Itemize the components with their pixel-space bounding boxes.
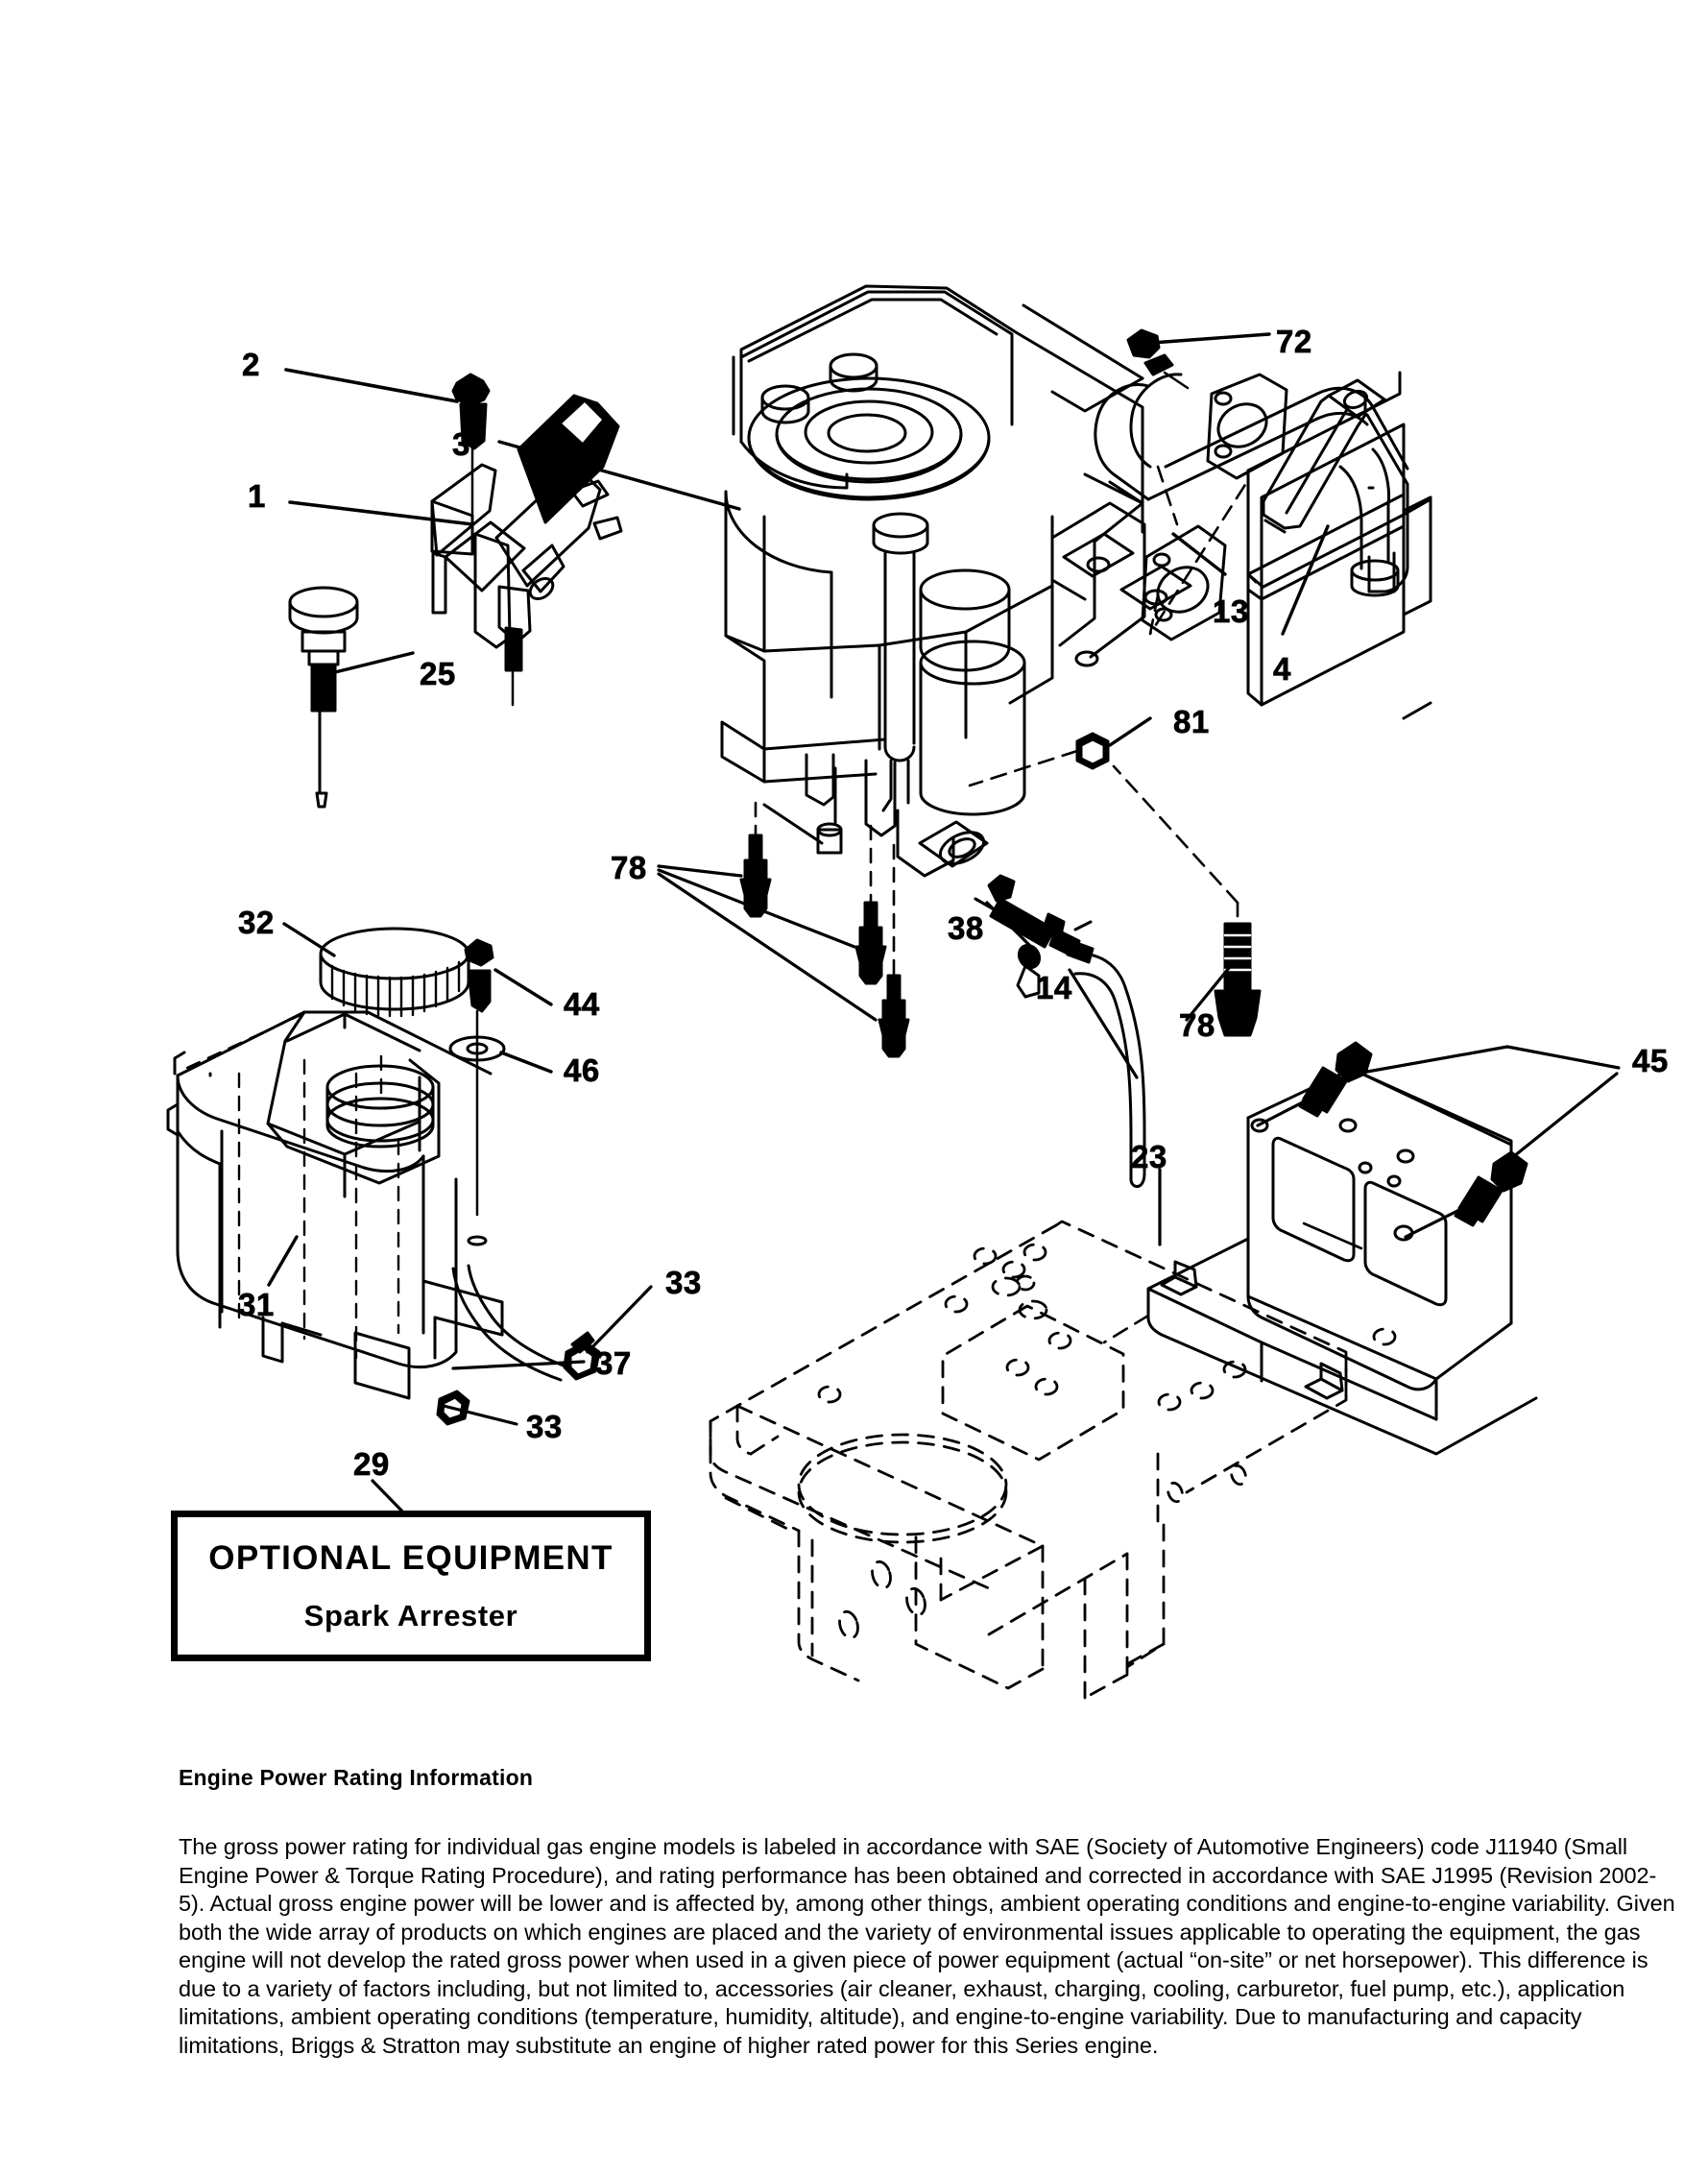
callout-46: 46 — [564, 1052, 600, 1088]
callout-33-bottom: 33 — [526, 1409, 563, 1444]
tank-screw-44 — [466, 940, 493, 1215]
leader-14 — [1070, 970, 1137, 1077]
leader-46 — [501, 1052, 551, 1072]
throttle-control-part — [432, 375, 621, 705]
alignment-dash-shield — [1104, 1316, 1148, 1342]
callout-72: 72 — [1276, 324, 1312, 359]
leader-31 — [269, 1237, 297, 1285]
leader-25 — [335, 653, 413, 672]
leader-44 — [495, 970, 551, 1004]
screw-78-right — [1215, 903, 1260, 1035]
callout-81: 81 — [1173, 704, 1210, 739]
fuel-cap-part — [321, 929, 469, 1016]
callout-14: 14 — [1036, 970, 1072, 1005]
callout-3: 3 — [452, 426, 470, 462]
callout-38: 38 — [948, 910, 984, 946]
callout-1: 1 — [248, 478, 266, 514]
alignment-dash-78right — [1114, 766, 1238, 903]
callout-78-left: 78 — [611, 850, 647, 885]
callout-29: 29 — [353, 1446, 390, 1482]
callout-4: 4 — [1273, 651, 1291, 687]
callout-78-right: 78 — [1179, 1007, 1215, 1043]
alignment-dash-pipe — [1158, 467, 1177, 524]
callout-31: 31 — [238, 1287, 275, 1322]
optional-equipment-box — [171, 1511, 651, 1661]
callout-44: 44 — [564, 986, 600, 1022]
leader-45-bracket — [1367, 1047, 1619, 1072]
engine-power-rating-section — [179, 1765, 1678, 2060]
power-rating-body: The gross power rating for individual gas engine models is labeled in accordance with SAE (Society of Automotive Engineers) code J11940 (Small Engine Power & Torque Rating Procedure), and rating performance has been obtained and corrected in accordance with SAE J1995 (Revision 2002-5). Actual gross engine power will be lower and is affected by, among other things, ambient operating conditions and engine-to-engine variability. Given both the wide array of products on which engines are placed and the variety of environmental issues applicable to operating the equipment, the gas engine will not develop the rated gross power when used in a given piece of power equipment (actual “on-site” or net horsepower). This difference is due to a variety of factors including, but not limited to, accessories (air cleaner, exhaust, charging, cooling, carburetor, fuel pump, etc.), application limitations, ambient operating conditions (temperature, humidity, altitude), and engine-to-engine variability. Due to manufacturing and capacity limitations, Briggs & Stratton may substitute an engine of higher rated power for this Series engine. — [179, 1834, 1675, 2058]
callout-32: 32 — [238, 905, 275, 940]
muffler-shield-part — [1148, 1043, 1536, 1454]
callout-23: 23 — [1131, 1139, 1167, 1174]
engine-part — [722, 286, 1191, 876]
leader-81 — [1110, 718, 1150, 745]
fuel-line-37-part — [438, 1266, 599, 1424]
fuel-tank-part — [168, 1012, 502, 1398]
leader-32 — [284, 924, 334, 955]
leader-2 — [286, 370, 457, 401]
callout-45: 45 — [1632, 1043, 1669, 1078]
leader-45-b2 — [1509, 1074, 1617, 1160]
tank-screw-hole — [469, 1237, 486, 1245]
callout-2: 2 — [242, 347, 260, 382]
choke-knob-part — [290, 588, 357, 807]
callout-33-top: 33 — [665, 1265, 702, 1300]
callout-13: 13 — [1213, 593, 1249, 629]
optional-equipment-subtitle: Spark Arrester — [303, 1598, 518, 1632]
power-rating-heading: Engine Power Rating Information — [179, 1765, 534, 1790]
leader-4 — [1283, 526, 1328, 634]
callout-37: 37 — [595, 1345, 632, 1381]
callout-25: 25 — [420, 656, 456, 691]
engine-mount-screws — [741, 803, 908, 1056]
chassis-phantom-outline — [710, 1221, 1395, 1698]
optional-equipment-title: OPTIONAL EQUIPMENT — [208, 1538, 613, 1577]
leader-33-top — [588, 1287, 651, 1352]
nut-81-part — [1077, 734, 1108, 768]
